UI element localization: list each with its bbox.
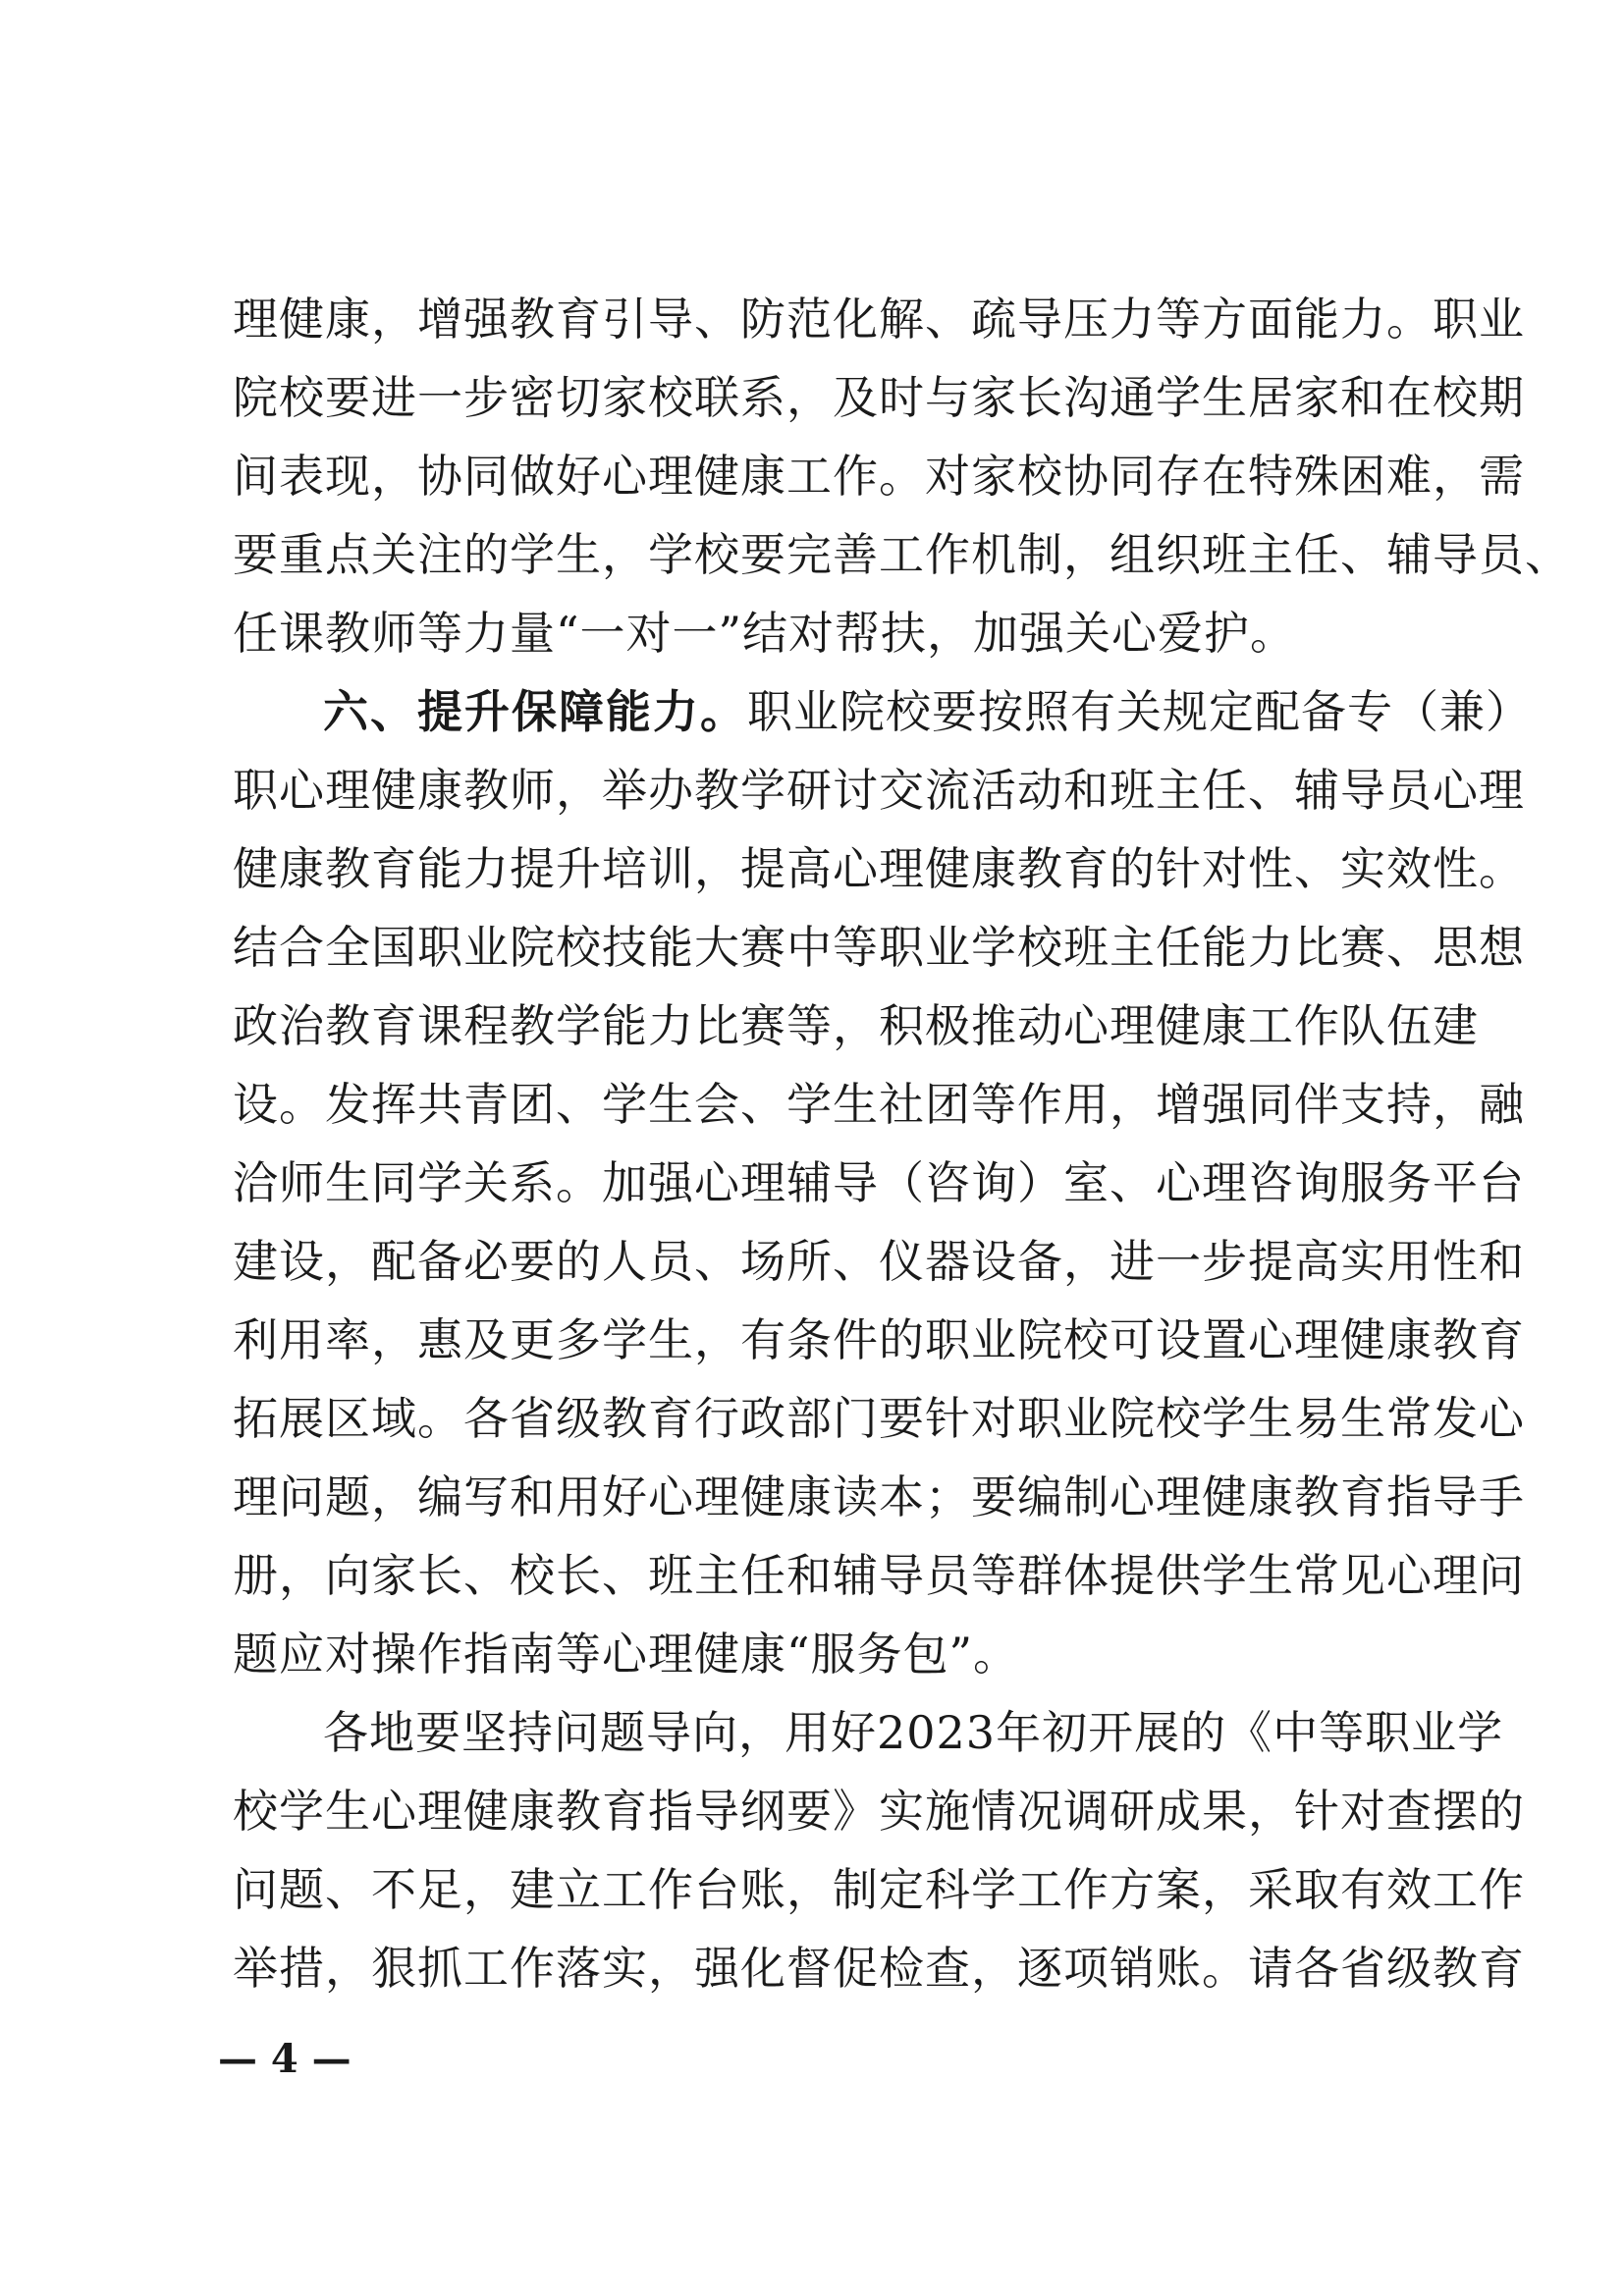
paragraph-line: 任课教师等力量“一对一”结对帮扶，加强关心爱护。 bbox=[233, 607, 1297, 660]
section-6-heading: 六、提升保障能力。 bbox=[323, 685, 747, 738]
paragraph-line: 结合全国职业院校技能大赛中等职业学校班主任能力比赛、思想 bbox=[233, 921, 1525, 974]
paragraph-line: 校学生心理健康教育指导纲要》实施情况调研成果，针对查摆的 bbox=[233, 1785, 1525, 1838]
paragraph-line: 册，向家长、校长、班主任和辅导员等群体提供学生常见心理问 bbox=[233, 1549, 1525, 1602]
paragraph-line: 题应对操作指南等心理健康“服务包”。 bbox=[233, 1628, 1020, 1681]
paragraph-line: 各地要坚持问题导向，用好2023年初开展的《中等职业学 bbox=[323, 1706, 1504, 1759]
section-6-first-line bbox=[233, 672, 1532, 751]
paragraph-line: 设。发挥共青团、学生会、学生社团等作用，增强同伴支持，融 bbox=[233, 1078, 1525, 1131]
paragraph-line: 理健康，增强教育引导、防范化解、疏导压力等方面能力。职业 bbox=[233, 293, 1525, 346]
paragraph-line: 理问题，编写和用好心理健康读本；要编制心理健康教育指导手 bbox=[233, 1470, 1525, 1523]
paragraph-line: 利用率，惠及更多学生，有条件的职业院校可设置心理健康教育 bbox=[233, 1313, 1525, 1366]
paragraph-line: 院校要进一步密切家校联系，及时与家长沟通学生居家和在校期 bbox=[233, 371, 1525, 424]
paragraph-line: 间表现，协同做好心理健康工作。对家校协同存在特殊困难，需 bbox=[233, 450, 1525, 503]
paragraph-line: 要重点关注的学生，学校要完善工作机制，组织班主任、辅导员、 bbox=[233, 528, 1571, 581]
paragraph-line: 拓展区域。各省级教育行政部门要针对职业院校学生易生常发心 bbox=[233, 1392, 1525, 1445]
paragraph-line: 建设，配备必要的人员、场所、仪器设备，进一步提高实用性和 bbox=[233, 1235, 1525, 1288]
paragraph-line: 政治教育课程教学能力比赛等，积极推动心理健康工作队伍建 bbox=[233, 999, 1479, 1052]
page-number: — 4 — bbox=[218, 2036, 352, 2082]
paragraph-line: 洽师生同学关系。加强心理辅导（咨询）室、心理咨询服务平台 bbox=[233, 1156, 1525, 1209]
paragraph-line: 健康教育能力提升培训，提高心理健康教育的针对性、实效性。 bbox=[233, 842, 1525, 895]
paragraph-line: 职心理健康教师，举办教学研讨交流活动和班主任、辅导员心理 bbox=[233, 764, 1525, 817]
paragraph-line: 问题、不足，建立工作台账，制定科学工作方案，采取有效工作 bbox=[233, 1863, 1525, 1916]
paragraph-line: 举措，狠抓工作落实，强化督促检查，逐项销账。请各省级教育 bbox=[233, 1942, 1525, 1995]
section-6-first-line-text: 职业院校要按照有关规定配备专（兼） bbox=[747, 685, 1532, 738]
